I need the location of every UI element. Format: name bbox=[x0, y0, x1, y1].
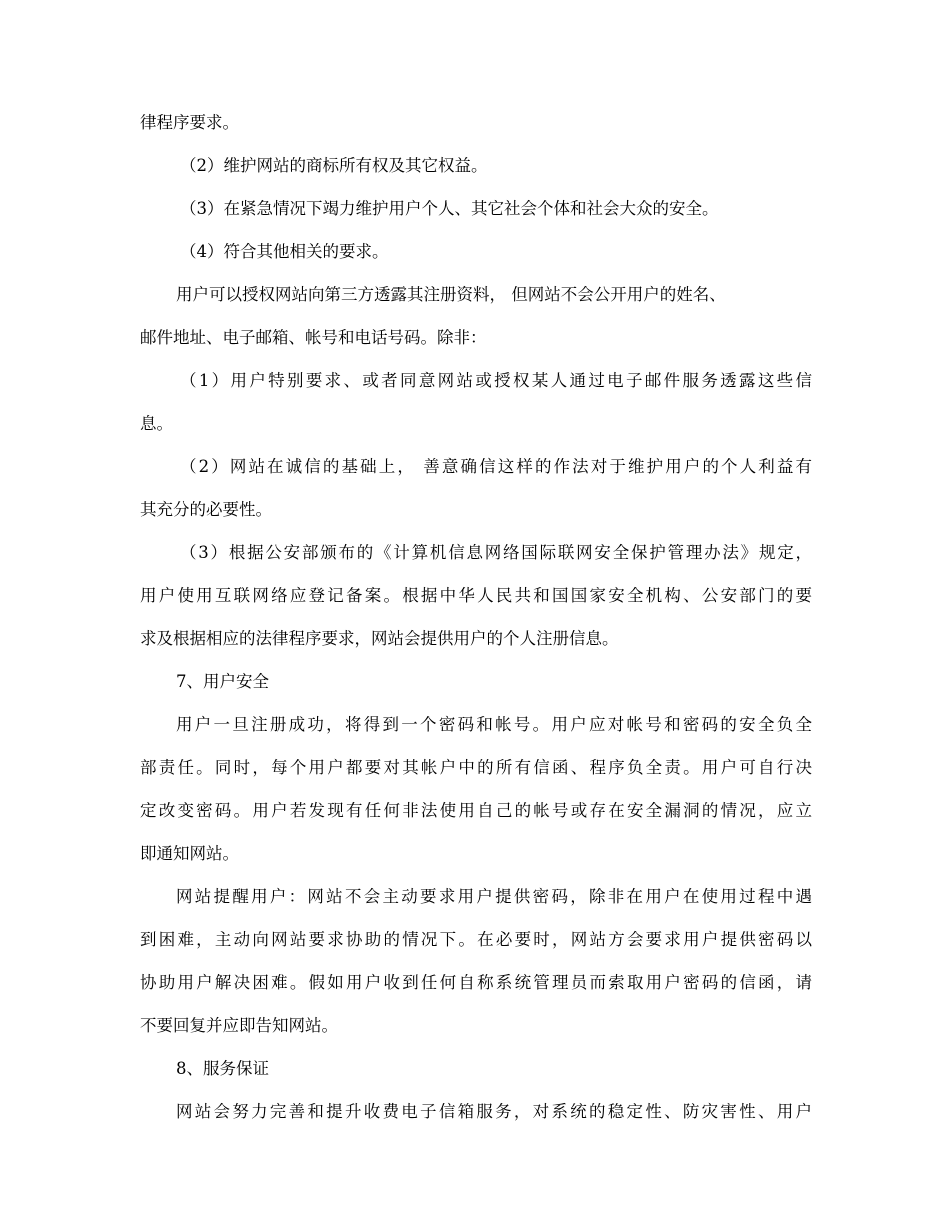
text-line-2: （2）维护网站的商标所有权及其它权益。 bbox=[180, 156, 488, 175]
text-line-17: 定改变密码。用户若发现有任何非法使用自己的帐号或存在安全漏洞的情况，应立 bbox=[140, 801, 812, 820]
text-line-8: 息。 bbox=[140, 414, 173, 433]
text-line-5: 用户可以授权网站向第三方透露其注册资料， 但网站不会公开用户的姓名、 bbox=[176, 285, 726, 304]
text-line-11: （3）根据公安部颁布的《计算机信息网络国际联网安全保护管理办法》规定， bbox=[180, 543, 812, 562]
section-heading-service-guarantee: 8、服务保证 bbox=[176, 1059, 269, 1078]
text-line-7: （1）用户特别要求、或者同意网站或授权某人通过电子邮件服务透露这些信 bbox=[180, 371, 812, 390]
text-line-15: 用户一旦注册成功，将得到一个密码和帐号。用户应对帐号和密码的安全负全 bbox=[176, 715, 812, 734]
text-line-10: 其充分的必要性。 bbox=[140, 500, 272, 519]
text-line-3: （3）在紧急情况下竭力维护用户个人、其它社会个体和社会大众的安全。 bbox=[180, 199, 719, 218]
text-line-20: 到困难，主动向网站要求协助的情况下。在必要时，网站方会要求用户提供密码以 bbox=[140, 930, 812, 949]
text-line-19: 网站提醒用户：网站不会主动要求用户提供密码，除非在用户在使用过程中遇 bbox=[176, 887, 812, 906]
text-line-9: （2）网站在诚信的基础上， 善意确信这样的作法对于维护用户的个人利益有 bbox=[180, 457, 812, 476]
text-line-16: 部责任。同时，每个用户都要对其帐户中的所有信函、程序负全责。用户可自行决 bbox=[140, 758, 812, 777]
text-line-18: 即通知网站。 bbox=[140, 844, 239, 863]
text-line-22: 不要回复并应即告知网站。 bbox=[140, 1016, 338, 1035]
text-line-4: （4）符合其他相关的要求。 bbox=[180, 242, 389, 261]
text-line-6: 邮件地址、电子邮箱、帐号和电话号码。除非： bbox=[140, 328, 487, 347]
text-line-24: 网站会努力完善和提升收费电子信箱服务，对系统的稳定性、防灾害性、用户 bbox=[176, 1102, 812, 1121]
text-line-21: 协助用户解决困难。假如用户收到任何自称系统管理员而索取用户密码的信函，请 bbox=[140, 973, 812, 992]
text-line-13: 求及根据相应的法律程序要求，网站会提供用户的个人注册信息。 bbox=[140, 629, 619, 648]
text-line-12: 用户使用互联网络应登记备案。根据中华人民共和国国家安全机构、公安部门的要 bbox=[140, 586, 812, 605]
text-line-1: 律程序要求。 bbox=[140, 113, 239, 132]
section-heading-user-security: 7、用户安全 bbox=[176, 672, 269, 691]
